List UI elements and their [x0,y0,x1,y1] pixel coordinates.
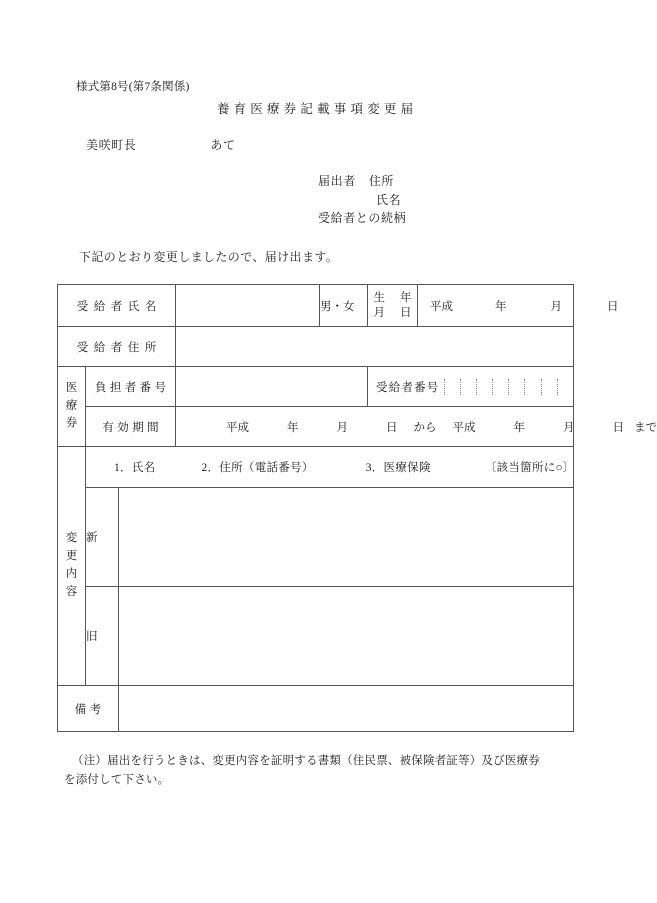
valid-period-label: 有効期間 [102,421,162,434]
submitter-address-line [318,172,406,191]
change-option-2[interactable]: 2．住所（電話番号） [201,462,314,474]
document-title: 養育医療券記載事項変更届 [216,102,418,116]
recipient-number-label: 受給者番号 [376,381,440,394]
intro-text: 下記のとおり変更しましたので、届け出ます。 [79,250,339,264]
digit-box[interactable] [492,379,508,395]
valid-period-label-cell [86,407,176,447]
birth-day-unit: 日 [607,300,619,313]
addressee-suffix: あて [210,138,236,152]
valid-period-value-cell[interactable] [176,407,657,447]
payer-number-label-cell [86,367,176,407]
birthdate-value-cell[interactable] [418,285,619,327]
submitter-block [318,172,406,228]
valid-to-era: 平成 [452,421,476,434]
footer-note [64,752,572,790]
voucher-vertical-label [58,380,85,433]
payer-number-label: 負担者番号 [94,381,170,394]
recipient-name-label-cell [58,285,176,327]
recipient-address-input-cell[interactable] [176,327,574,367]
valid-from-year-unit: 年 [287,421,299,434]
valid-to-day-unit: 日 [612,421,624,434]
digit-box[interactable] [557,379,573,395]
voucher-char-2: 療 [65,399,78,412]
digit-box[interactable] [508,379,524,395]
submitter-relation-label: 受給者との続柄 [318,211,407,225]
table-row-change-options [58,447,574,488]
form-number: 様式第8号(第7条関係) [76,81,190,93]
table-row-new-value [58,488,574,587]
valid-until-label: まで [634,421,657,434]
table-row-remarks [58,686,574,732]
change-options-line [86,459,573,475]
voucher-vertical-label-cell [58,367,86,447]
birth-year-unit: 年 [495,300,507,313]
change-char-4: 容 [65,585,78,598]
valid-to-month-unit: 月 [563,421,575,434]
payer-number-input-cell[interactable] [176,367,368,407]
valid-period-line [176,419,657,435]
voucher-char-1: 医 [65,381,78,394]
change-char-3: 内 [65,568,78,580]
birthdate-label-cell [368,285,418,327]
footer-note-line-1: （注）届出を行うときは、変更内容を証明する書類（住民票、被保険者証等）及び医療券 [72,755,540,767]
recipient-address-label: 受給者住所 [76,341,162,354]
submitter-label: 届出者 [318,174,356,188]
table-row-recipient-name [58,285,574,327]
birth-nen-label: 年 [400,291,412,304]
old-label-cell [86,587,119,686]
footer-note-line-2: を添付して下さい。 [64,774,170,786]
new-label: 新 [86,532,98,544]
valid-from-era: 平成 [226,421,249,434]
change-vertical-label-cell [58,447,86,686]
birthdate-line [418,298,619,314]
addressee-name: 美咲町長 [86,138,137,152]
old-value-input-cell[interactable] [119,587,574,686]
digit-box[interactable] [444,379,460,395]
birth-nichi-label: 日 [400,306,412,319]
recipient-number-boxes[interactable] [444,379,574,395]
new-label-cell [86,488,119,587]
birthdate-label-grid [368,291,417,320]
old-label: 旧 [86,631,98,643]
birth-era-label: 平成 [430,300,453,313]
birth-month-unit: 月 [550,300,562,313]
table-row-payer-number [58,367,574,407]
birthdate-label-row-top [374,291,412,306]
change-char-2: 更 [65,550,78,563]
remarks-label: 備考 [74,703,105,716]
change-vertical-label [58,530,85,601]
gender-label: 男・女 [320,300,355,313]
submitter-name-label: 氏名 [376,192,402,207]
change-char-1: 変 [65,532,78,545]
digit-box[interactable] [541,379,557,395]
change-notification-table [57,284,657,732]
submitter-address-label: 住所 [368,174,395,188]
valid-to-year-unit: 年 [513,421,525,434]
new-value-input-cell[interactable] [119,488,574,587]
change-option-1[interactable]: 1．氏名 [114,462,156,474]
table-row-old-value [58,587,574,686]
addressee-row [86,136,236,153]
birth-getsu-label: 月 [373,306,385,319]
recipient-name-input-cell[interactable] [176,285,320,327]
valid-from-to-label: から [413,421,437,434]
change-option-3[interactable]: 3．医療保険 [365,462,431,474]
voucher-char-3: 券 [65,417,78,430]
valid-from-month-unit: 月 [336,421,348,434]
digit-box[interactable] [460,379,476,395]
table-row-valid-period [58,407,574,447]
recipient-name-label: 受給者氏名 [76,300,162,313]
gender-cell[interactable] [320,285,368,327]
digit-box[interactable] [476,379,492,395]
recipient-number-wrap [368,379,573,395]
change-options-cell[interactable] [86,447,574,488]
digit-box[interactable] [524,379,540,395]
valid-from-day-unit: 日 [386,421,398,434]
birth-sei-label: 生 [373,291,385,304]
recipient-address-label-cell [58,327,176,367]
birthdate-label-row-bottom [374,306,412,321]
remarks-label-cell [58,686,119,732]
recipient-number-cell[interactable] [368,367,574,407]
table-row-recipient-address [58,327,574,367]
remarks-input-cell[interactable] [119,686,574,732]
change-option-note: 〔該当箇所に○〕 [484,462,575,474]
